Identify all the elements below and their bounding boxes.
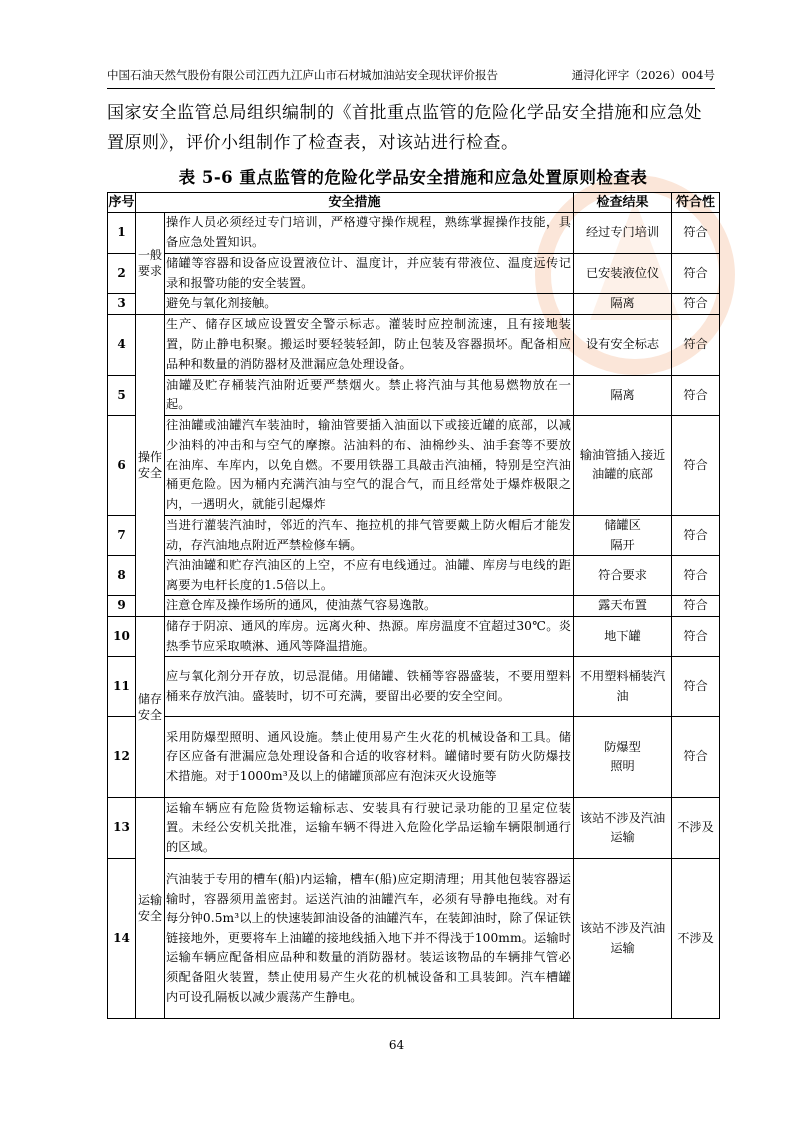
table-row <box>108 556 720 596</box>
header-org-title: 中国石油天然气股份有限公司江西九江庐山市石材城加油站安全现状评价报告 <box>107 68 498 82</box>
row-measure: 汽油装于专用的槽车(船)内运输，槽车(船)应定期清理；用其他包装容器运输时，容器须用盖密封。运送汽油的油罐汽车，必须有导静电拖线。对有每分钟0.5m³以上的快速装卸油设备的油罐汽车，在装卸油时，除了保证铁链接地外，更要将车上油罐的接地线插入地下并不得浅于100mm。运输时运输车辆应配备相应品种和数量的消防器材。装运该物品的车辆排气管必须配备阻火装置，禁止使用易产生火花的机械设备和工具装卸。汽车槽罐内可设孔隔板以减少震荡产生静电。 <box>165 859 574 1019</box>
row-measure: 油罐及贮存桶装汽油附近要严禁烟火。禁止将汽油与其他易燃物放在一起。 <box>165 375 574 415</box>
row-conformity: 符合 <box>672 294 720 315</box>
row-measure: 运输车辆应有危险货物运输标志、安装具有行驶记录功能的卫星定位装置。未经公安机关批准，运输车辆不得进入危险化学品运输车辆限制通行的区域。 <box>165 798 574 859</box>
intro-paragraph: 国家安全监管总局组织编制的《首批重点监管的危险化学品安全措施和应急处置原则》，评价小组制作了检查表，对该站进行检查。 <box>107 103 702 153</box>
row-conformity: 符合 <box>672 375 720 415</box>
row-no: 2 <box>108 254 136 294</box>
row-no: 7 <box>108 515 136 555</box>
row-measure: 避免与氧化剂接触。 <box>165 294 574 315</box>
table-caption: 表 5-6 重点监管的危险化学品安全措施和应急处置原则检查表 <box>178 168 648 187</box>
row-result: 地下罐 <box>574 616 672 656</box>
row-measure: 汽油油罐和贮存汽油区的上空，不应有电线通过。油罐、库房与电线的距离要为电杆长度的1.5倍以上。 <box>165 556 574 596</box>
row-result: 输油管插入接近油罐的底部 <box>574 415 672 515</box>
table-row <box>108 415 720 515</box>
row-no: 8 <box>108 556 136 596</box>
table-row <box>108 515 720 555</box>
row-conformity: 符合 <box>672 213 720 254</box>
row-result: 露天布置 <box>574 596 672 617</box>
header-result: 检查结果 <box>574 193 672 213</box>
row-result: 隔离 <box>574 294 672 315</box>
row-result: 符合要求 <box>574 556 672 596</box>
category-general: 一般要求 <box>136 213 165 315</box>
row-measure: 采用防爆型照明、通风设施。禁止使用易产生火花的机械设备和工具。储存区应备有泄漏应急处理设备和合适的收容材料。罐储时要有防火防爆技术措施。对于1000m³及以上的储罐顶部应有泡沫灭火设施等 <box>165 717 574 798</box>
table-row <box>108 314 720 375</box>
row-conformity: 符合 <box>672 657 720 717</box>
table-row <box>108 657 720 717</box>
row-conformity: 不涉及 <box>672 859 720 1019</box>
row-conformity: 符合 <box>672 515 720 555</box>
row-measure: 往油罐或油罐汽车装油时，输油管要插入油面以下或接近罐的底部，以减少油料的冲击和与空气的摩擦。沾油料的布、油棉纱头、油手套等不要放在油库、车库内，以免自燃。不要用铁器工具敲击汽油桶，特别是空汽油桶更危险。因为桶内充满汽油与空气的混合气，而且经常处于爆炸极限之内，一遇明火，就能引起爆炸 <box>165 415 574 515</box>
row-measure: 应与氧化剂分开存放，切忌混储。用储罐、铁桶等容器盛装，不要用塑料桶来存放汽油。盛装时，切不可充满，要留出必要的安全空间。 <box>165 657 574 717</box>
row-no: 9 <box>108 596 136 617</box>
row-conformity: 符合 <box>672 596 720 617</box>
row-conformity: 符合 <box>672 254 720 294</box>
row-measure: 当进行灌装汽油时，邻近的汽车、拖拉机的排气管要戴上防火帽后才能发动，存汽油地点附近严禁检修车辆。 <box>165 515 574 555</box>
row-no: 3 <box>108 294 136 315</box>
row-no: 10 <box>108 616 136 656</box>
row-conformity: 符合 <box>672 415 720 515</box>
category-transport: 运输安全 <box>136 798 165 1019</box>
category-operation: 操作安全 <box>136 314 165 616</box>
row-measure: 注意仓库及操作场所的通风，使油蒸气容易逸散。 <box>165 596 574 617</box>
row-measure: 生产、储存区域应设置安全警示标志。灌装时应控制流速，且有接地装置，防止静电积聚。搬运时要轻装轻卸，防止包装及容器损坏。配备相应品种和数量的消防器材及泄漏应急处理设备。 <box>165 314 574 375</box>
row-result: 设有安全标志 <box>574 314 672 375</box>
row-no: 1 <box>108 213 136 254</box>
row-measure: 储存于阴凉、通风的库房。远离火种、热源。库房温度不宜超过30℃。炎热季节应采取喷淋、通风等降温措施。 <box>165 616 574 656</box>
row-result: 已安装液位仪 <box>574 254 672 294</box>
header-no: 序号 <box>108 193 136 213</box>
table-row <box>108 859 720 1019</box>
row-result: 该站不涉及汽油运输 <box>574 859 672 1019</box>
table-row <box>108 616 720 656</box>
row-no: 12 <box>108 717 136 798</box>
table-row <box>108 717 720 798</box>
page-header <box>107 66 715 89</box>
header-measure: 安全措施 <box>136 193 574 213</box>
row-no: 14 <box>108 859 136 1019</box>
header-conformity: 符合性 <box>672 193 720 213</box>
row-measure: 储罐等容器和设备应设置液位计、温度计，并应装有带液位、温度远传记录和报警功能的安全装置。 <box>165 254 574 294</box>
row-result: 不用塑料桶装汽油 <box>574 657 672 717</box>
category-storage: 储存安全 <box>136 616 165 797</box>
row-measure: 操作人员必须经过专门培训，严格遵守操作规程，熟练掌握操作技能，具备应急处置知识。 <box>165 213 574 254</box>
table-row <box>108 596 720 617</box>
table-row <box>108 798 720 859</box>
row-conformity: 不涉及 <box>672 798 720 859</box>
table-row <box>108 254 720 294</box>
row-no: 4 <box>108 314 136 375</box>
row-no: 11 <box>108 657 136 717</box>
table-row <box>108 375 720 415</box>
header-report-number: 通浔化评字（2026）004号 <box>571 68 715 82</box>
row-no: 13 <box>108 798 136 859</box>
table-row <box>108 294 720 315</box>
row-result: 经过专门培训 <box>574 213 672 254</box>
row-result: 隔离 <box>574 375 672 415</box>
row-result: 储罐区 隔开 <box>574 515 672 555</box>
row-conformity: 符合 <box>672 616 720 656</box>
table-header-row <box>108 193 720 213</box>
row-no: 6 <box>108 415 136 515</box>
table-row <box>108 213 720 254</box>
row-result: 该站不涉及汽油运输 <box>574 798 672 859</box>
row-conformity: 符合 <box>672 556 720 596</box>
row-no: 5 <box>108 375 136 415</box>
checklist-table <box>107 192 720 1019</box>
row-result: 防爆型 照明 <box>574 717 672 798</box>
row-conformity: 符合 <box>672 314 720 375</box>
row-conformity: 符合 <box>672 717 720 798</box>
page-number: 64 <box>388 1038 405 1052</box>
